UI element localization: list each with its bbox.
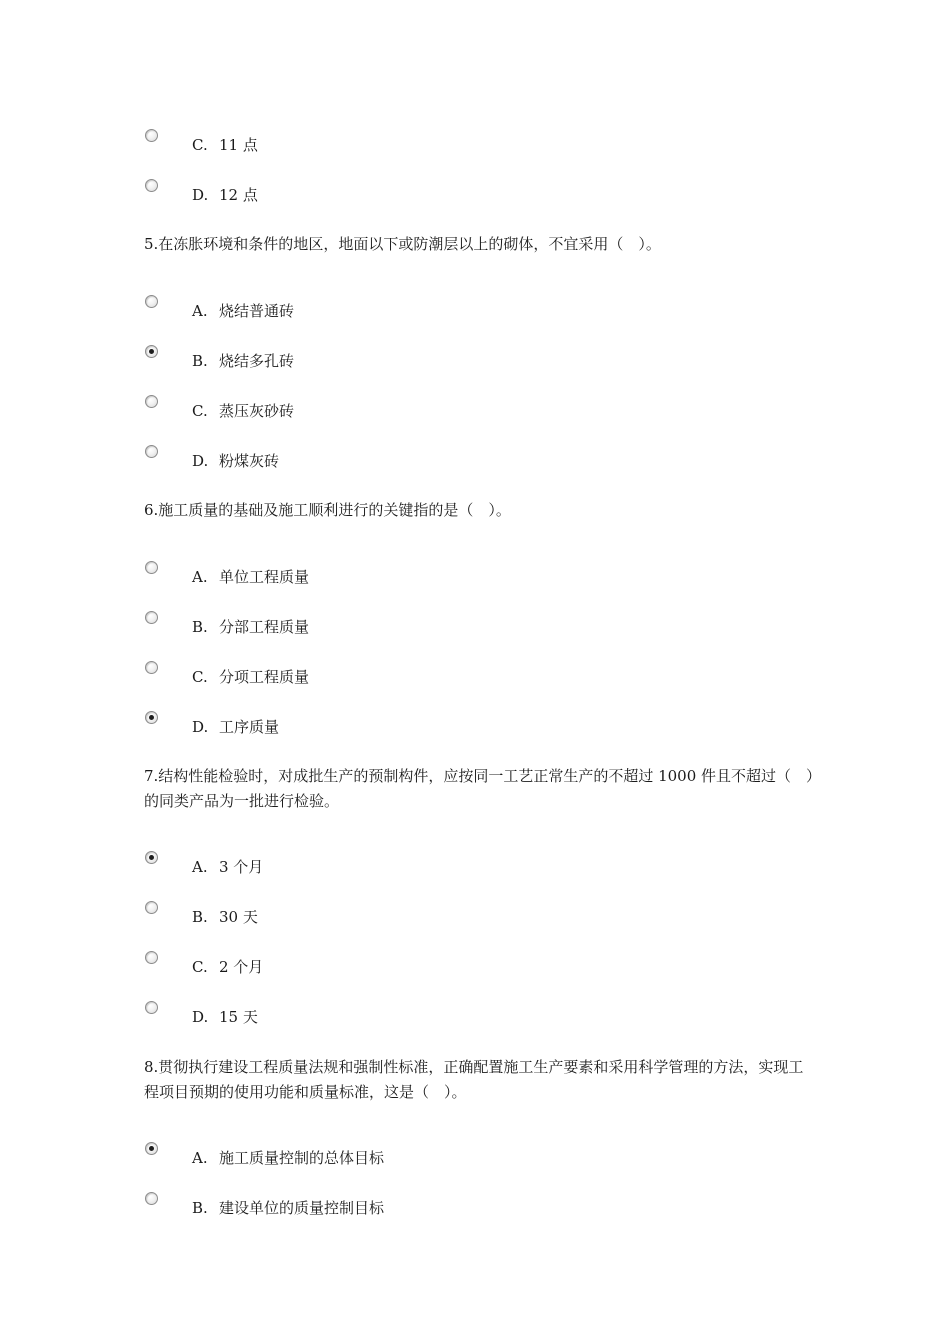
question-7-stem: 7.结构性能检验时，对成批生产的预制构件，应按同一工艺正常生产的不超过 1000 件且不超过（ ）的同类产品为一批进行检验。 [144,767,814,810]
q5-option-a-radio[interactable] [145,295,158,308]
q6-option-d-radio[interactable] [145,711,158,724]
q6-option-b-radio[interactable] [145,611,158,624]
q5-option-b-radio[interactable] [145,345,158,358]
q6-option-c-radio[interactable] [145,661,158,674]
q4-option-c-radio[interactable] [145,129,158,142]
q7-option-a-radio[interactable] [145,851,158,864]
q8-option-a-radio[interactable] [145,1142,158,1155]
q7-option-d: D. 15 天 [192,1008,258,1026]
q6-option-a-radio[interactable] [145,561,158,574]
q8-option-b-radio[interactable] [145,1192,158,1205]
q7-option-c: C. 2 个月 [192,958,264,976]
q5-option-d-radio[interactable] [145,445,158,458]
q5-option-a: A. 烧结普通砖 [192,302,295,320]
q7-option-b: B. 30 天 [192,908,258,926]
q6-option-a: A. 单位工程质量 [192,568,310,586]
q8-option-a: A. 施工质量控制的总体目标 [192,1149,385,1167]
q8-option-b: B. 建设单位的质量控制目标 [192,1199,385,1217]
q7-option-b-radio[interactable] [145,901,158,914]
q6-option-d: D. 工序质量 [192,718,280,736]
q4-option-d: D. 12 点 [192,186,258,204]
q5-option-d: D. 粉煤灰砖 [192,452,280,470]
question-5-stem: 5.在冻胀环境和条件的地区，地面以下或防潮层以上的砌体，不宜采用（ ）。 [144,235,661,253]
q7-option-d-radio[interactable] [145,1001,158,1014]
question-6-stem: 6.施工质量的基础及施工顺利进行的关键指的是（ ）。 [144,501,511,519]
q4-option-c: C. 11 点 [192,136,258,154]
question-8-stem: 8.贯彻执行建设工程质量法规和强制性标准，正确配置施工生产要素和采用科学管理的方法，实现工程项目预期的使用功能和质量标准，这是（ ）。 [144,1058,804,1101]
q7-option-a: A. 3 个月 [192,858,264,876]
q5-option-c: C. 蒸压灰砂砖 [192,402,295,420]
q5-option-c-radio[interactable] [145,395,158,408]
q5-option-b: B. 烧结多孔砖 [192,352,295,370]
q6-option-c: C. 分项工程质量 [192,668,310,686]
q6-option-b: B. 分部工程质量 [192,618,310,636]
q7-option-c-radio[interactable] [145,951,158,964]
q4-option-d-radio[interactable] [145,179,158,192]
